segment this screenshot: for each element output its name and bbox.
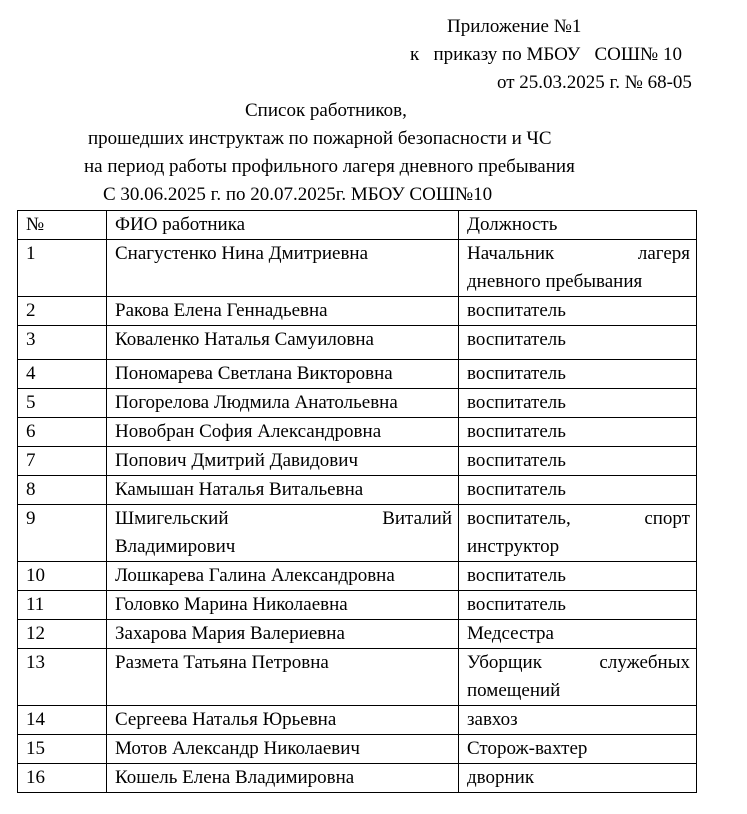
appendix-title: Приложение №1 bbox=[447, 16, 582, 37]
row-num: 2 bbox=[18, 297, 107, 326]
table-row bbox=[18, 620, 697, 649]
appendix-order-date: от 25.03.2025 г. № 68-05 bbox=[497, 72, 692, 93]
row-name: Лошкарева Галина Александровна bbox=[107, 562, 459, 591]
table-row bbox=[18, 418, 697, 447]
row-name-line-1: Шмигельский Виталий bbox=[115, 508, 452, 529]
header-name: ФИО работника bbox=[107, 211, 459, 240]
row-name: Захарова Мария Валериевна bbox=[107, 620, 459, 649]
table-row bbox=[18, 326, 697, 360]
table-row bbox=[18, 240, 697, 297]
header-num: № bbox=[18, 211, 107, 240]
table-row bbox=[18, 447, 697, 476]
row-position: воспитатель bbox=[459, 360, 697, 389]
row-position-line-1: воспитатель, спорт bbox=[467, 508, 690, 529]
row-position-line-1: Уборщик служебных bbox=[467, 652, 690, 673]
table-row bbox=[18, 476, 697, 505]
row-num: 4 bbox=[18, 360, 107, 389]
row-position: воспитатель bbox=[459, 562, 697, 591]
row-position: воспитатель bbox=[459, 418, 697, 447]
table-row bbox=[18, 297, 697, 326]
row-position: воспитатель bbox=[459, 326, 697, 360]
row-num: 13 bbox=[18, 649, 107, 706]
row-position-line-2: дневного пребывания bbox=[467, 271, 643, 292]
table-row bbox=[18, 591, 697, 620]
list-title-line-2: прошедших инструктаж по пожарной безопасности и ЧС bbox=[88, 128, 552, 149]
row-name: Погорелова Людмила Анатольевна bbox=[107, 389, 459, 418]
row-name: Сергеева Наталья Юрьевна bbox=[107, 706, 459, 735]
row-position-line-1: Начальник лагеря bbox=[467, 243, 690, 264]
row-position-line-2: помещений bbox=[467, 680, 561, 701]
table-row bbox=[18, 505, 697, 562]
table-row bbox=[18, 389, 697, 418]
row-position: воспитатель bbox=[459, 297, 697, 326]
row-name: Головко Марина Николаевна bbox=[107, 591, 459, 620]
table-row bbox=[18, 360, 697, 389]
table-row bbox=[18, 649, 697, 706]
row-position: воспитатель bbox=[459, 476, 697, 505]
row-position: дворник bbox=[459, 764, 697, 793]
row-num: 12 bbox=[18, 620, 107, 649]
row-position bbox=[459, 505, 697, 562]
row-num: 6 bbox=[18, 418, 107, 447]
row-name-line-2: Владимирович bbox=[115, 536, 236, 557]
row-num: 10 bbox=[18, 562, 107, 591]
row-position: завхоз bbox=[459, 706, 697, 735]
row-name: Попович Дмитрий Давидович bbox=[107, 447, 459, 476]
row-name: Пономарева Светлана Викторовна bbox=[107, 360, 459, 389]
row-num: 16 bbox=[18, 764, 107, 793]
row-name: Снагустенко Нина Дмитриевна bbox=[107, 240, 459, 297]
row-num: 11 bbox=[18, 591, 107, 620]
row-num: 1 bbox=[18, 240, 107, 297]
row-name bbox=[107, 505, 459, 562]
list-title-line-3: на период работы профильного лагеря дневного пребывания bbox=[84, 156, 575, 177]
row-position: Медсестра bbox=[459, 620, 697, 649]
row-position: воспитатель bbox=[459, 591, 697, 620]
appendix-order-reference: к приказу по МБОУ СОШ№ 10 bbox=[410, 44, 682, 65]
row-position bbox=[459, 240, 697, 297]
row-num: 14 bbox=[18, 706, 107, 735]
row-num: 15 bbox=[18, 735, 107, 764]
row-num: 9 bbox=[18, 505, 107, 562]
table-row bbox=[18, 735, 697, 764]
table-header-row bbox=[18, 211, 697, 240]
row-position: воспитатель bbox=[459, 447, 697, 476]
row-name: Кошель Елена Владимировна bbox=[107, 764, 459, 793]
row-name: Новобран София Александровна bbox=[107, 418, 459, 447]
row-num: 3 bbox=[18, 326, 107, 360]
row-position bbox=[459, 649, 697, 706]
row-name: Мотов Александр Николаевич bbox=[107, 735, 459, 764]
row-name: Размета Татьяна Петровна bbox=[107, 649, 459, 706]
list-title-line-1: Список работников, bbox=[245, 100, 407, 121]
table-row bbox=[18, 706, 697, 735]
row-position: Сторож-вахтер bbox=[459, 735, 697, 764]
row-position: воспитатель bbox=[459, 389, 697, 418]
row-name: Камышан Наталья Витальевна bbox=[107, 476, 459, 505]
row-num: 5 bbox=[18, 389, 107, 418]
table-row bbox=[18, 764, 697, 793]
table-row bbox=[18, 562, 697, 591]
staff-table bbox=[17, 210, 697, 793]
row-num: 7 bbox=[18, 447, 107, 476]
list-title-line-4: С 30.06.2025 г. по 20.07.2025г. МБОУ СОШ№10 bbox=[103, 184, 493, 205]
row-position-line-2: инструктор bbox=[467, 536, 560, 557]
row-num: 8 bbox=[18, 476, 107, 505]
row-name: Ракова Елена Геннадьевна bbox=[107, 297, 459, 326]
header-position: Должность bbox=[459, 211, 697, 240]
row-name: Коваленко Наталья Самуиловна bbox=[107, 326, 459, 360]
